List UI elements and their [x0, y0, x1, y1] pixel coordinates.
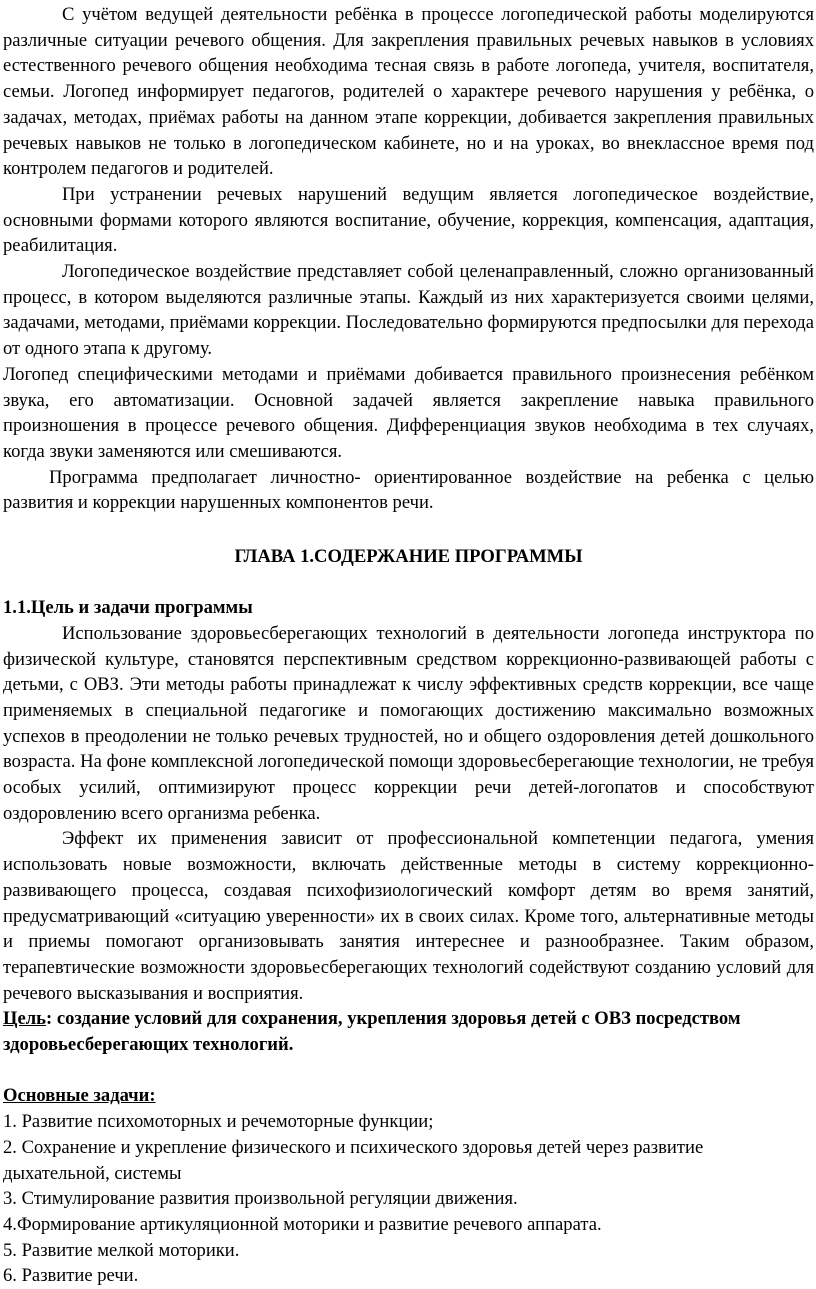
goal-text: : создание условий для сохранения, укрепления здоровья детей с ОВЗ посредством здоровьесберегающих технологий. — [3, 1008, 741, 1056]
intro-paragraph-1: С учётом ведущей деятельности ребёнка в процессе логопедической работы моделируются различные ситуации речевого общения. Для закрепления правильных речевых навыков в условиях естественного речевого общения необходима тесная связь в работе логопеда, учителя, воспитателя, семьи. Логопед информирует педагогов, родителей о характере речевого нарушения у ребёнка, о задачах, методах, приёмах работы на данном этапе коррекции, добивается закрепления правильных речевых навыков не только в логопедическом кабинете, но и на уроках, во внеклассное время под контролем педагогов и родителей. — [3, 4, 814, 180]
list-item: 3. Стимулирование развития произвольной регуляции движения. — [3, 1188, 518, 1210]
chapter-title: ГЛАВА 1.СОДЕРЖАНИЕ ПРОГРАММЫ — [234, 545, 583, 567]
list-item: 1. Развитие психомоторных и речемоторные функции; — [3, 1111, 434, 1133]
spacer — [3, 516, 814, 542]
goal-statement — [3, 1006, 814, 1057]
spacer — [3, 1058, 814, 1084]
section-heading: 1.1.Цель и задачи программы — [3, 597, 253, 619]
section-paragraph-2: Эффект их применения зависит от профессиональной компетенции педагога, умения использовать новые возможности, включать действенные методы в систему коррекционно-развивающего процесса, создавая психофизиологический комфорт детям во время занятий, предусматривающий «ситуацию уверенности» их в своих силах. Кроме того, альтернативные методы и приемы помогают организовывать занятия интереснее и разнообразнее. Таким образом, терапевтические возможности здоровьесберегающих технологий содействуют созданию условий для речевого высказывания и восприятия. — [3, 828, 814, 1004]
list-item: 5. Развитие мелкой моторики. — [3, 1239, 240, 1261]
list-item: 4.Формирование артикуляционной моторики и развитие речевого аппарата. — [3, 1214, 602, 1235]
tasks-heading: Основные задачи: — [3, 1085, 156, 1107]
intro-paragraph-2: При устранении речевых нарушений ведущим является логопедическое воздействие, основными формами которого являются воспитание, обучение, коррекция, компенсация, адаптация, реабилитация. — [3, 183, 814, 257]
list-item: 2. Сохранение и укрепление физического и психического здоровья детей через развитие дыхательной, системы — [3, 1136, 704, 1184]
section-paragraph-1: Использование здоровьесберегающих технологий в деятельности логопеда инструктора по физической культуре, становятся перспективным средством коррекционно-развивающей работы с детьми, с ОВЗ. Эти методы работы принадлежат к числу эффективных средств коррекции, все чаще применяемых в специальной педагогике и помогающих достижению максимально возможных успехов в преодолении не только речевых трудностей, но и общего оздоровления детей дошкольного возраста. На фоне комплексной логопедической помощи здоровьесберегающие технологии, не требуя особых усилий, оптимизируют процесс коррекции речи детей-логопатов и способствуют оздоровлению всего организма ребенка. — [3, 622, 814, 824]
intro-paragraph-5: Программа предполагает личностно- ориентированное воздействие на ребенка с целью развития и коррекции нарушенных компонентов речи. — [3, 466, 814, 514]
list-item: 6. Развитие речи. — [3, 1265, 139, 1287]
intro-paragraph-4: Логопед специфическими методами и приёмами добивается правильного произнесения ребёнком звука, его автоматизации. Основной задачей является закрепление навыка правильного произношения в процессе речевого общения. Дифференциация звуков необходима в тех случаях, когда звуки заменяются или смешиваются. — [3, 363, 814, 462]
tasks-list — [3, 1109, 814, 1289]
goal-label: Цель — [3, 1008, 46, 1030]
intro-paragraph-3: Логопедическое воздействие представляет собой целенаправленный, сложно организованный процесс, в котором выделяются различные этапы. Каждый из них характеризуется своими целями, задачами, методами, приёмами коррекции. Последовательно формируются предпосылки для перехода от одного этапа к другому. — [3, 261, 814, 360]
spacer — [3, 569, 814, 595]
